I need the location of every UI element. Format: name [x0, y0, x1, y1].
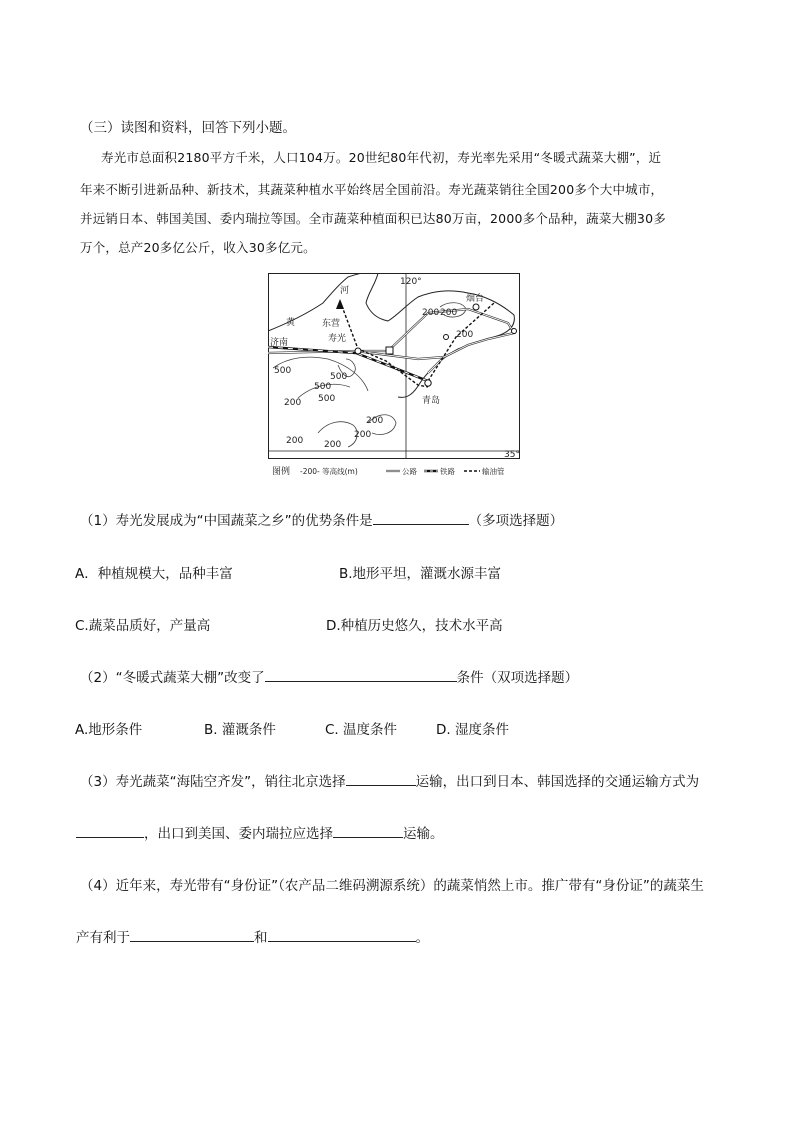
contour-label: 500: [314, 382, 332, 392]
legend-contour: -200- 等高线(m): [300, 467, 358, 476]
contour-label: 200: [456, 330, 474, 340]
contour-label: 500: [274, 366, 292, 376]
legend-road: 公路: [402, 467, 417, 476]
q2-option-d[interactable]: D. 湿度条件: [436, 722, 509, 738]
passage-line: 年来不断引进新品种、新技术，其蔬菜种植水平始终居全国前沿。寿光蔬菜销往全国200多个大中城市，: [80, 182, 664, 197]
q2-option-b[interactable]: B. 灌溉条件: [204, 722, 276, 738]
q3-text: 运输，出口到日本、韩国选择的交通运输方式为: [415, 774, 700, 790]
q1-type: （多项选择题）: [468, 513, 564, 529]
dongying-label: 东营: [322, 319, 341, 329]
contour-label: 200: [366, 416, 384, 426]
contour-label: 500: [318, 394, 336, 404]
contour-label: 200: [324, 440, 342, 450]
lon-label: 120°: [400, 277, 422, 287]
q1-option-b[interactable]: B.地形平坦，灌溉水源丰富: [339, 566, 502, 582]
legend-pipe: 输油管: [482, 467, 505, 476]
shouguang-label: 寿光: [328, 334, 347, 344]
passage-line: 寿光市总面积2180平方千米，人口104万。20世纪80年代初，寿光率先采用“冬暖式蔬菜大棚”，近: [101, 150, 662, 165]
huang-label: 黄: [286, 318, 296, 328]
q3-text: ，出口到美国、委内瑞拉应选择: [144, 826, 333, 842]
q3-blank-us-venezuela[interactable]: [333, 823, 403, 838]
qingdao-label: 青岛: [422, 396, 441, 406]
q4-text: 。: [415, 930, 429, 946]
contour-label: 200: [422, 308, 440, 318]
lat-label: 35°: [504, 450, 520, 460]
contour-label: 200: [354, 430, 372, 440]
q1-answer-blank[interactable]: [373, 510, 469, 525]
q4-text: 产有利于: [76, 930, 130, 946]
contour-label: 200: [284, 398, 302, 408]
yantai-label: 烟台: [466, 294, 485, 304]
question-1: [80, 509, 563, 529]
q1-option-a[interactable]: A．种植规模大，品种丰富: [75, 566, 233, 582]
map-legend: [272, 465, 505, 477]
question-4-line-1: （4）近年来，寿光带有“身份证”（农产品二维码溯源系统）的蔬菜悄然上市。推广带有“身份证”的蔬菜生: [80, 878, 704, 894]
legend-rail: 铁路: [440, 467, 455, 476]
he-label: 河: [340, 286, 350, 296]
q1-option-d[interactable]: D.种植历史悠久，技术水平高: [326, 618, 503, 634]
q3-text: （3）寿光蔬菜“海陆空齐发”，销往北京选择: [80, 774, 346, 790]
q2-stem: （2）“冬暖式蔬菜大棚”改变了: [80, 670, 265, 686]
jinan-label: 济南: [270, 338, 289, 348]
contour-label: 200: [440, 308, 458, 318]
question-2: [80, 666, 578, 686]
map-figure: [268, 273, 520, 479]
q2-option-a[interactable]: A.地形条件: [75, 722, 143, 738]
q3-blank-japan-korea[interactable]: [76, 823, 144, 838]
q4-text: 和: [254, 930, 268, 946]
q2-option-c[interactable]: C. 温度条件: [325, 722, 398, 738]
passage-line: 并远销日本、韩国美国、委内瑞拉等国。全市蔬菜种植面积已达80万亩，2000多个品种，蔬菜大棚30多: [80, 211, 666, 226]
q2-type: 条件（双项选择题）: [456, 670, 579, 686]
q4-blank-1[interactable]: [130, 927, 254, 942]
q4-blank-2[interactable]: [268, 927, 416, 942]
contour-label: 200: [286, 436, 304, 446]
question-3-line-2: [76, 822, 444, 842]
q1-option-c[interactable]: C.蔬菜品质好，产量高: [75, 618, 211, 634]
legend-title: 图例: [272, 467, 291, 477]
section-title: （三）读图和资料，回答下列小题。: [80, 120, 296, 136]
question-3-line-1: [80, 770, 699, 790]
contour-label: 500: [330, 372, 348, 382]
question-4-line-2: [76, 926, 429, 946]
q1-stem: （1）寿光发展成为“中国蔬菜之乡”的优势条件是: [80, 513, 373, 529]
q3-blank-beijing[interactable]: [346, 771, 416, 786]
q2-answer-blank[interactable]: [265, 667, 457, 682]
passage-line: 万个，总产20多亿公斤，收入30多亿元。: [80, 240, 316, 255]
city-marker: [386, 347, 393, 354]
q3-text: 运输。: [403, 826, 444, 842]
